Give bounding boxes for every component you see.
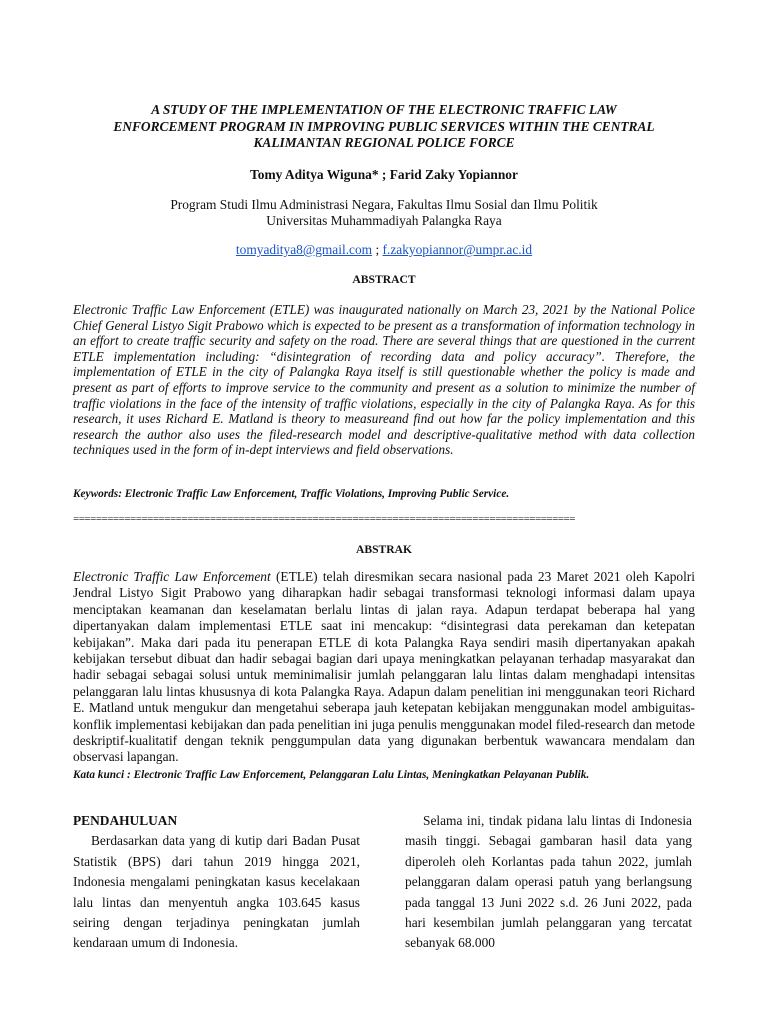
paper-title: A STUDY OF THE IMPLEMENTATION OF THE ELECTRONIC TRAFFIC LAW ENFORCEMENT PROGRAM IN IMPROVING PUBLIC SERVICES WITHIN THE CENTRAL KALIMANTAN REGIONAL POLICE FORCE [113,102,655,150]
abstract-heading: ABSTRACT [352,273,416,286]
keywords-indonesian: Kata kunci : Electronic Traffic Law Enforcement, Pelanggaran Lalu Lintas, Meningkatkan Pelayanan Publik. [73,769,590,781]
section-title: PENDAHULUAN [73,813,178,828]
paper-authors: Tomy Aditya Wiguna* ; Farid Zaky Yopiannor [250,167,518,182]
body-paragraph-right: Selama ini, tindak pidana lalu lintas di Indonesia masih tinggi. Sebagai gambaran hasil data yang diperoleh oleh Korlantas pada tahun 2022, jumlah pelanggaran dalam operasi patuh yang berlangsung pada tanggal 13 Juni 2022 s.d. 26 Juni 2022, pada hari kesembilan jumlah pelanggaran yang tercatat sebanyak 68.000 [405,813,692,951]
body-column-left [73,811,360,954]
email-link-1[interactable]: tomyaditya8@gmail.com [235,242,373,257]
email-separator: ; [372,242,383,257]
abstract-id-text: (ETLE) telah diresmikan secara nasional pada 23 Maret 2021 oleh Kapolri Jendral Listyo Sigit Prabowo yang diharapkan hadir sebagai transformasi teknologi informasi dalam upaya menciptakan keamanan dan keselamatan berlalu lintas di jalan raya. Adapun terdapat beberapa hal yang dipertanyakan dalam implementasi ETLE saat ini mencakup: “disintegrasi data perekaman dan ketepatan kebijakan”. Maka dari pada itu penerapan ETLE di kota Palangka Raya sendiri masih dipertanyakan apakah kebijakan tersebut dibuat dan hadir sebagai bagian dari upaya meningkatkan pelayanan terhadap masyarakat dan hadir sebagai sebagai solusi untuk meminimalisir jumlah pelanggaran lalu lintas dalam menghadapi intensitas pelanggaran lalu lintas khususnya di kota Palangka Raya. Adapun dalam penelitian ini menggunakan teori Richard E. Matland untuk mengukur dan mengetahui seberapa jauh ketepatan kebijakan menggunakan model ambiguitas-konflik implementasi kebijakan dan pada penelitian ini juga penulis menggunakan model filed-research dan metode deskriptif-kualitatif dengan teknik penggumpulan data yang digunakan berbentuk wawancara mendalam dan observasi lapangan. [73,569,695,765]
email-link-2[interactable]: f.zakyopiannor@umpr.ac.id [382,242,533,257]
abstract-english: Electronic Traffic Law Enforcement (ETLE) was inaugurated nationally on March 23, 2021 by the National Police Chief General Listyo Sigit Prabowo which is expected to be present as a transformation of information technology in an effort to create traffic security and safety on the road. There are several things that are questioned in the current ETLE implementation including: “disintegration of recording data and policy accuracy”. Therefore, the implementation of ETLE in the city of Palangka Raya itself is still questionable whether the policy is made and present as part of efforts to improve service to the community and present as a solution to minimize the number of traffic violations in the face of the intensity of traffic violations, especially in the city of Palangka Raya. As for this research, it uses Richard E. Matland is theory to measureand find out how far the policy implementation and this research the author also uses the filed-research model and descriptive-qualitative method with data collection techniques used in the form of in-dept interviews and field observations. [73,302,695,458]
body-paragraph-left: Berdasarkan data yang di kutip dari Badan Pusat Statistik (BPS) dari tahun 2019 hingga 2021, Indonesia mengalami peningkatan kasus kecelakaan lalu lintas dan menyentuh angka 103.645 kasus seiring dengan terjadinya peningkatan jumlah kendaraan umum di Indonesia. [73,833,360,951]
abstract-indonesian [73,569,695,766]
affiliation-line-2: Universitas Muhammadiyah Palangka Raya [266,213,502,228]
abstract-id-lead: Electronic Traffic Law Enforcement [73,569,271,584]
separator-line: ======================================================================================== [73,513,575,525]
abstrak-heading: ABSTRAK [355,543,413,556]
keywords-english: Keywords: Electronic Traffic Law Enforcement, Traffic Violations, Improving Public Service. [73,488,510,500]
author-emails [0,242,768,258]
body-column-right [405,811,692,954]
affiliation [0,197,768,229]
affiliation-line-1: Program Studi Ilmu Administrasi Negara, Fakultas Ilmu Sosial dan Ilmu Politik [170,197,598,212]
